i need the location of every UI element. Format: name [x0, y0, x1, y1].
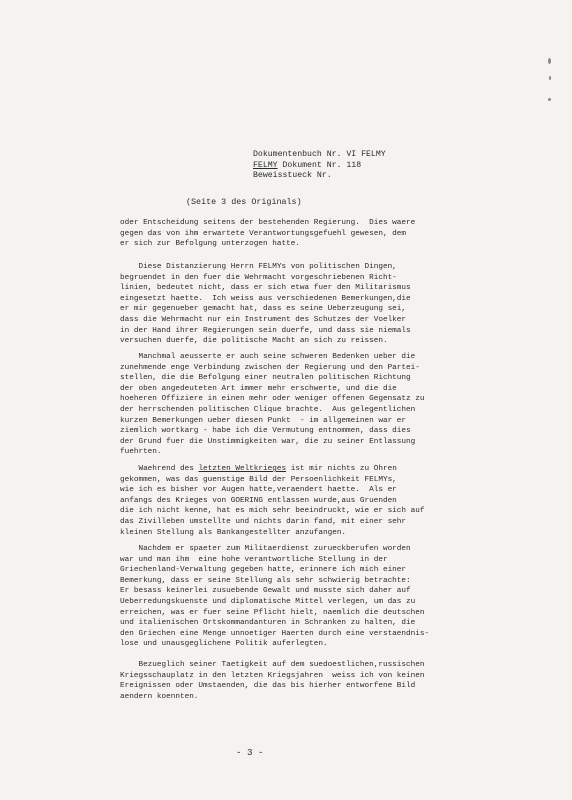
- text-line: Griechenland-Verwaltung gegeben hatte, erinnere ich mich einer: [120, 566, 407, 575]
- paragraph-5: [120, 544, 540, 650]
- paragraph-2: [120, 262, 540, 347]
- text-line: lose und unausgeglichene Politik auferlegten.: [120, 640, 328, 649]
- text-line: die ich nicht kenne, hat es mich sehr beeindruckt, wie er sich auf: [120, 507, 425, 516]
- text-line: und italienischen Ortskommandanturen in Schranken zu halten, die: [120, 619, 416, 628]
- text-fragment: ist mir nichts zu Ohren: [286, 465, 397, 473]
- text-line: oder Entscheidung seitens der bestehenden Regierung. Dies waere: [120, 219, 416, 227]
- text-line: hoeheren Offiziere in einen mehr oder weniger offenen Gegensatz zu: [120, 395, 425, 404]
- text-line: war und man ihm eine hohe verantwortliche Stellung in der: [120, 555, 388, 564]
- text-line: linien, bedeutet nicht, dass er sich etwa fuer den Militarismus: [120, 284, 411, 293]
- text-line: wie ich es bisher vor Augen hatte,veraendert haette. Als er: [120, 486, 397, 495]
- text-line: Diese Distanzierung Herrn FELMYs von politischen Dingen,: [120, 263, 397, 271]
- text-line: eingesetzt haette. Ich weiss aus verschiedenen Bemerkungen,die: [120, 294, 411, 303]
- header-line-exhibit: Beweisstueck Nr.: [253, 171, 332, 180]
- document-header: [253, 150, 386, 182]
- text-line: Nachdem er spaeter zum Militaerdienst zurueckberufen worden: [120, 545, 411, 553]
- header-line-document-number: [253, 161, 386, 172]
- text-line: der Grund fuer die Unstimmigkeiten war, die zu seiner Entlassung: [120, 437, 416, 446]
- text-line: fuehrten.: [120, 448, 162, 457]
- page-number: - 3 -: [236, 747, 264, 758]
- text-line: erreichen, was er fuer seine Pflicht hielt, naemlich die deutschen: [120, 608, 425, 617]
- text-line: aendern koennten.: [120, 692, 199, 701]
- text-line: Manchmal aeusserte er auch seine schweren Bedenken ueber die: [120, 353, 416, 361]
- text-line: versuchen duerfe, die politische Macht an sich zu reissen.: [120, 337, 388, 346]
- text-line: zunehmende enge Verbindung zwischen der Regierung und den Partei-: [120, 363, 420, 372]
- scan-speck: [548, 58, 551, 64]
- text-line: das Zivilleben umstellte und nichts darin fand, mit einer sehr: [120, 517, 407, 526]
- text-line: der oben angedeuteten Art immer mehr erschwerte, und die die: [120, 384, 397, 393]
- scan-speck: [548, 98, 551, 101]
- text-line: dass die Wehrmacht nur ein Instrument des Schutzes der Voelker: [120, 315, 407, 324]
- text-line: der herrschenden politischen Clique brachte. Aus gelegentlichen: [120, 405, 416, 414]
- text-line: kurzen Bemerkungen ueber diesen Punkt - im allgemeinen war er: [120, 416, 407, 425]
- text-line: den Griechen eine Menge unnoetiger Haerten durch eine verstaendnis-: [120, 629, 430, 638]
- page-note: (Seite 3 des Originals): [186, 197, 302, 207]
- text-line: Ueberredungskuenste und diplomatische Mittel verlegen, um das zu: [120, 597, 416, 606]
- text-line: kleinen Stellung als Bankangestellter anzufangen.: [120, 528, 347, 537]
- underlined-phrase: letzten Weltkrieges: [198, 465, 287, 473]
- text-line: ziemlich wortkarg - habe ich die Vermutung entnommen, dass dies: [120, 427, 411, 436]
- text-line: Ereignissen oder Umstaenden, die das bis hierher entworfene Bild: [120, 682, 416, 691]
- text-line: er sich zur Befolgung unterzogen hatte.: [120, 240, 300, 249]
- header-line-document-book: Dokumentenbuch Nr. VI FELMY: [253, 150, 386, 159]
- text-line: [120, 464, 540, 475]
- paragraph-3: [120, 352, 540, 458]
- header-felmy-underlined: FELMY: [253, 160, 278, 170]
- paragraph-4: [120, 464, 540, 538]
- header-document-number: Dokument Nr. 118: [277, 160, 362, 170]
- text-line: gegen das von ihm erwartete Verantwortungsgefuehl gewesen, dem: [120, 229, 407, 238]
- text-line: Bemerkung, dass er seine Stellung als sehr schwierig betrachte:: [120, 576, 411, 585]
- text-line: Er besass keinerlei zusuebende Gewalt und musste sich daher auf: [120, 587, 411, 596]
- text-line: Kriegsschauplatz in den letzten Kriegsjahren weiss ich von keinen: [120, 671, 425, 680]
- text-line: Bezueglich seiner Taetigkeit auf dem suedoestlichen,russischen: [120, 661, 425, 669]
- text-line: anfangs des Krieges von GOERING entlassen wurde,aus Gruenden: [120, 496, 397, 505]
- text-line: gekommen, was das guenstige Bild der Persoenlichkeit FELMYs,: [120, 475, 397, 484]
- text-line: begruendet in den fuer die Wehrmacht vorgeschriebenen Richt-: [120, 273, 397, 282]
- scan-speck: [549, 76, 551, 80]
- text-line: er mir gegenueber gemacht hat, dass es seine Ueberzeugung sei,: [120, 305, 407, 314]
- text-line: in der Hand ihrer Regierungen sein duerfe, und dass sie niemals: [120, 326, 411, 335]
- text-line: stellen, die die Befolgung einer neutralen politischen Richtung: [120, 374, 411, 383]
- paragraph-1: [120, 218, 540, 250]
- text-fragment: Waehrend des: [120, 465, 199, 473]
- paragraph-6: [120, 660, 540, 702]
